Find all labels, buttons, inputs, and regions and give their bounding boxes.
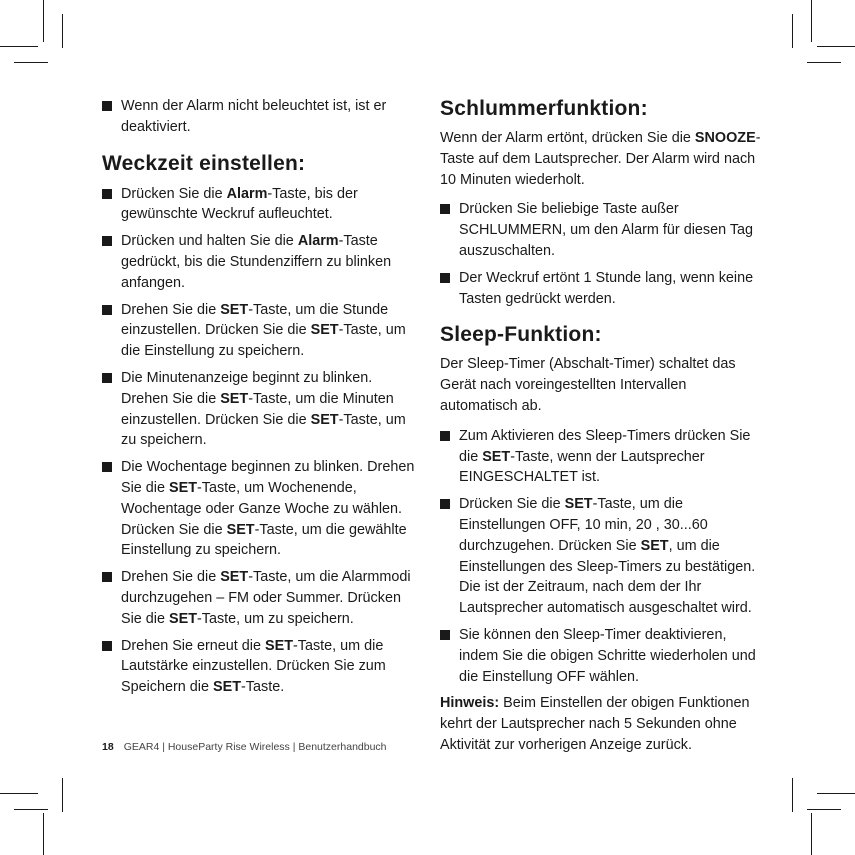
list-item [102, 96, 420, 138]
crop-mark [792, 778, 793, 812]
crop-mark [43, 0, 44, 42]
intro-text: Wenn der Alarm nicht beleuchtet ist, ist er deaktiviert. [121, 98, 387, 135]
list-item: Drehen Sie die SET-Taste, um die Stunde einzustellen. Drücken Sie die SET-Taste, um die Einstellung zu speichern. [102, 300, 420, 362]
section-heading-weckzeit: Weckzeit einstellen: [102, 151, 306, 175]
crop-mark [807, 809, 841, 810]
page-footer [102, 741, 387, 753]
list-item: Sie können den Sleep-Timer deaktivieren, indem Sie die obigen Schritte wiederholen und die Einstellung OFF wählen. [440, 625, 762, 687]
square-bullet-icon [102, 305, 112, 315]
square-bullet-icon [440, 204, 450, 214]
square-bullet-icon [102, 373, 112, 383]
square-bullet-icon [440, 431, 450, 441]
crop-mark [62, 14, 63, 48]
list-item: Drücken und halten Sie die Alarm-Taste gedrückt, bis die Stundenziffern zu blinken anfangen. [102, 231, 420, 293]
sleep-intro: Der Sleep-Timer (Abschalt-Timer) schaltet das Gerät nach voreingestellten Intervallen automatisch ab. [440, 356, 736, 414]
crop-mark [14, 62, 48, 63]
crop-mark [811, 0, 812, 42]
crop-mark [0, 793, 38, 794]
crop-mark [792, 14, 793, 48]
crop-mark [807, 62, 841, 63]
list-item: Drehen Sie erneut die SET-Taste, um die Lautstärke einzustellen. Drücken Sie zum Speichern die SET-Taste. [102, 636, 420, 698]
section-heading-schlummer: Schlummerfunktion: [440, 97, 648, 120]
square-bullet-icon [440, 630, 450, 640]
list-item: Drücken Sie die SET-Taste, um die Einstellungen OFF, 10 min, 20 , 30...60 durchzugehen. Drücken Sie SET, um die Einstellungen des Sleep-Timers zu bestätigen. Die ist der Zeitraum, nach dem der Ihr Lautsprecher automatisch ausgeschaltet wird. [440, 494, 762, 619]
list-item: Die Minutenanzeige beginnt zu blinken. Drehen Sie die SET-Taste, um die Minuten einzustellen. Drücken Sie die SET-Taste, um zu speichern. [102, 368, 420, 451]
list-item: Drücken Sie beliebige Taste außer SCHLUMMERN, um den Alarm für diesen Tag auszuschalten. [440, 199, 762, 261]
crop-mark [43, 813, 44, 855]
list-item: Drehen Sie die SET-Taste, um die Alarmmodi durchzugehen – FM oder Summer. Drücken Sie die SET-Taste, um zu speichern. [102, 567, 420, 629]
list-item: Zum Aktivieren des Sleep-Timers drücken Sie die SET-Taste, wenn der Lautsprecher EINGESCHALTET ist. [440, 426, 762, 488]
crop-mark [817, 793, 855, 794]
page-number: 18 [102, 741, 114, 753]
snooze-intro: Wenn der Alarm ertönt, drücken Sie die SNOOZE-Taste auf dem Lautsprecher. Der Alarm wird nach 10 Minuten wiederholt. [440, 130, 761, 188]
list-item: Der Weckruf ertönt 1 Stunde lang, wenn keine Tasten gedrückt werden. [440, 268, 762, 310]
square-bullet-icon [440, 499, 450, 509]
footer-text: GEAR4 | HouseParty Rise Wireless | Benutzerhandbuch [123, 741, 387, 753]
square-bullet-icon [102, 189, 112, 199]
square-bullet-icon [102, 462, 112, 472]
crop-mark [0, 46, 38, 47]
crop-mark [14, 809, 48, 810]
square-bullet-icon [102, 236, 112, 246]
crop-mark [817, 46, 855, 47]
crop-mark [811, 813, 812, 855]
square-bullet-icon [102, 572, 112, 582]
left-column [102, 96, 420, 704]
list-item: Drücken Sie die Alarm-Taste, bis der gewünschte Weckruf aufleuchtet. [102, 184, 420, 226]
crop-mark [62, 778, 63, 812]
section-heading-sleep: Sleep-Funktion: [440, 323, 602, 347]
square-bullet-icon [440, 273, 450, 283]
note-paragraph: Hinweis: Beim Einstellen der obigen Funktionen kehrt der Lautsprecher nach 5 Sekunden ohne Aktivität zur vorherigen Anzeige zurück. [440, 695, 750, 753]
right-column [440, 96, 762, 765]
square-bullet-icon [102, 101, 112, 111]
list-item: Die Wochentage beginnen zu blinken. Drehen Sie die SET-Taste, um Wochenende, Wochentage oder Ganze Woche zu wählen. Drücken Sie die SET-Taste, um die gewählte Einstellung zu speichern. [102, 457, 420, 561]
square-bullet-icon [102, 641, 112, 651]
